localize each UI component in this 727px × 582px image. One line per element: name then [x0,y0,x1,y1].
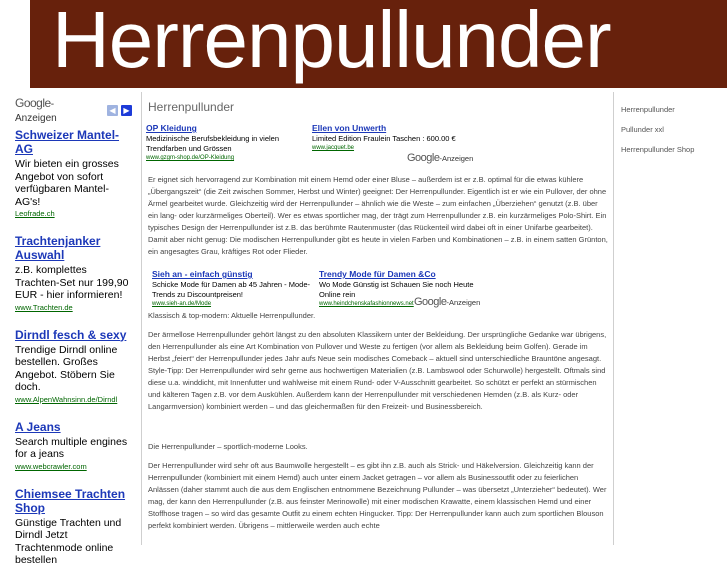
ad-title-link[interactable]: Ellen von Unwerth [312,123,387,133]
ad-item[interactable] [15,128,132,219]
paragraph: Klassisch & top-modern: Aktuelle Herrenpullunder. [148,311,316,320]
google-ads-logo[interactable]: Google-Anzeigen [407,152,474,164]
top-ad-item[interactable] [312,123,472,152]
ad-url-link[interactable]: www.webcrawler.com [15,461,87,471]
ad-title-link[interactable]: Trendy Mode für Damen &Co [319,269,436,279]
ad-description: Schicke Mode für Damen ab 45 Jahren - Mode-Trends zu Discountpreisen! [152,280,310,299]
site-title: Herrenpullunder [52,0,611,84]
ad-url-link[interactable]: www.AlpenWahnsinn.de/Dirndl [15,394,118,404]
left-ad-column [15,96,132,582]
ad-title-link[interactable]: Dirndl fesch & sexy [15,327,127,342]
ad-description: Search multiple engines for a jeans [15,435,128,460]
ad-url-link[interactable]: www.jacquet.be [312,145,355,151]
ad-description: Medizinische Berufsbekleidung in vielen Trendfarben und Grössen [146,134,279,153]
ad-description: Wir bieten ein grosses Angebot von sofort verfügbaren Mantel-AG's! [15,158,119,208]
ad-url-link[interactable]: www.sieh-an.de/Mode [152,301,212,307]
right-nav [621,105,721,165]
google-ads-logo[interactable]: Google-Anzeigen [15,96,57,124]
ad-title-link[interactable]: Schweizer Mantel-AG [15,128,120,156]
ad-title-link[interactable]: A Jeans [15,419,61,434]
ad-title-link[interactable]: Trachtenjanker Auswahl [15,234,101,262]
main-content [141,92,614,545]
ad-url-link[interactable]: www.gzgm-shop.de/OP-Kleidung [146,155,235,161]
header [0,0,727,92]
ad-nav [107,105,132,116]
ad-item[interactable] [15,328,132,405]
ad-item[interactable] [15,420,132,472]
ad-url-link[interactable]: Leofrade.ch [15,209,55,218]
nav-link-herrenpullunder-shop[interactable]: Herrenpullunder Shop [621,145,695,154]
ad-url-link[interactable]: www.heindchenskafashionnews.net [319,301,414,307]
ad-description: Trendige Dirndl online bestellen. Großes Angebot. Stöbern Sie doch. [15,343,118,393]
google-ads-header [15,96,132,124]
ad-title-link[interactable]: OP Kleidung [146,123,197,133]
ad-description: Günstige Trachten und Dirndl Jetzt Trachtenmode online bestellen [15,516,122,566]
ad-description: Limited Edition Fraulein Taschen : 600.00 € [312,134,456,143]
ad-url-link[interactable]: www.Trachten.de [15,302,73,312]
paragraph: Der Herrenpullunder wird sehr oft aus Baumwolle hergestellt – es gibt ihn z.B. auch als Strick- und Häkelversion. Gleichzeitig kann der Herrenpullunder (kombiniert mit einem Hemd) auch unter einem Jacket getragen – vor allem als Businessoutfit oder zu feierlichen Anlässen (daher stammt auch die aus dem Englischen entnommene Bezeichnung Pullunder – was übersetzt „Unterzieher“ bedeutet). Wer mag, der kann den Herrenpullunder (z.B. aus feinster Merinowolle) mit einer modischen Krawatte, einem klassischen Hemd und einer Stoffhose tragen – so wird das gesamte Outfit zu einem echten Hingucker. Tipp: Der Herrenpullunder kann auch zum sportlichen Blouson perfekt kombiniert werden. Übrigens – mittlerweile werden auch echte [148,461,607,530]
ad-title-link[interactable]: Chiemsee Trachten Shop [15,486,126,515]
google-ads-logo[interactable]: Google-Anzeigen [414,296,481,308]
nav-link-herrenpullunder[interactable]: Herrenpullunder [621,105,675,114]
paragraph: Der ärmellose Herrenpullunder gehört längst zu den absoluten Klassikern unter der Bekleidung. Der ursprüngliche Gedanke war übrigens, den Herrenpullunder als eine Art Kombination von Pullover und Weste zu fertigen (vor allem als Bekleidung beim Golfen). Gerade im Herbst „feiert“ der Herrenpullunder jedes Jahr aufs Neue sein modisches Comeback – aktuell sind unterschiedliche Brauntöne angesagt. Style-Tipp: Der Herrenpullunder wird sehr gerne aus hochwertigen Materialien (z.B. Lambswool oder Schurwolle) hergestellt. Oftmals sind diese u.a. winddicht, mit Innenfutter und wahlweise mit einem Rund- oder V-Ausschnitt gearbeitet. So schützt er perfekt an stürmischen und kälteren Tagen z.B. vor dem Auskühlen. Außerdem kann der Herrenpullunder mit verschiedenen Hemden (z.B. als Kurz- oder Langarmversion) kombiniert werden – und das gleichermaßen für den Freizeit- und Businessbereich. [148,330,607,411]
top-ad-item[interactable] [152,269,312,308]
page-title: Herrenpullunder [148,100,235,114]
nav-link-pullunder-xxl[interactable]: Pullunder xxl [621,125,664,134]
paragraph: Er eignet sich hervorragend zur Kombination mit einem Hemd oder einer Bluse – außerdem ist er z.B. optimal für die etwas kühlere „Übergangszeit“ (die Zeit zwischen Sommer, Herbst und Winter) geeignet: Der Herrenpullunder. Eigentlich ist er wie ein Pullover, der ohne Ärmel gearbeitet wurde. Gleichzeitig wird der Herrenpullunder – ähnlich wie die Weste – zum einfachen „Überziehen“ genutzt (z.B. über ein lang- oder kurzärmeliges Oberteil). Wer es etwas sportlicher mag, der trägt zum Herrenpullunder z.B. ein kurzärmeliges Polo-Shirt. Ein typisches Design der Herrenpullunder ist z.B. das berühmte Rautenmuster (das Rückenteil wird dabei oft in einer Unifarbe gearbeitet). Damit aber nicht genug: Die modischen Herrenpullunder gibt es heute in vielen Farben und Kombinationen – z.B. in einem satten Grünton, ein angesagtes Grau, kräftiges Rot oder Flieder. [148,175,608,256]
paragraph: Die Herrenpullunder – sportlich-moderne Looks. [148,442,308,451]
top-ad-item[interactable] [146,123,306,162]
chevron-right-icon[interactable]: ▶ [121,105,132,116]
ad-title-link[interactable]: Sieh an - einfach günstig [152,269,253,279]
ad-description: z.B. komplettes Trachten-Set nur 199,90 EUR - hier informieren! [15,264,129,301]
ad-item[interactable] [15,487,132,567]
ad-item[interactable] [15,234,132,313]
ad-description: Wo Mode Günstig ist Schauen Sie noch Heute Online rein [319,280,474,299]
chevron-left-icon[interactable]: ◀ [107,105,118,116]
